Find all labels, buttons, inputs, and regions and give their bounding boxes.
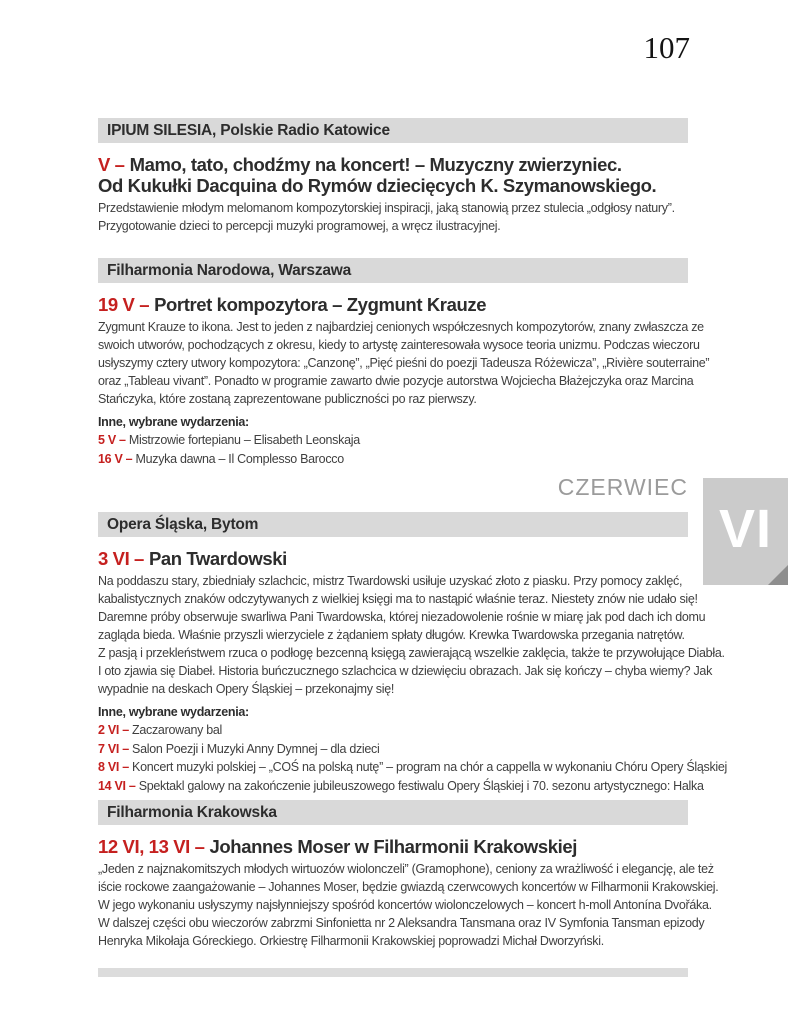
event-date: 2 VI – [98,723,129,737]
text-line: oraz „Tableau vivant”. Ponadto w programie zawarto dwie pozycje autorstwa Wojciecha Błażejczyka oraz Marcina [98,374,694,388]
text-line: W dalszej części obu wieczorów zabrzmi Sinfonietta nr 2 Aleksandra Tansmana oraz IV Symfonia Tansman epizody [98,916,705,930]
month-label: CZERWIEC [557,474,688,500]
text-line: zagląda bieda. Właśnie przyszli wierzyciele z żądaniem spłaty długów. Krewka Twardowska przegania natrętów. [98,628,685,642]
other-events [98,703,728,795]
event-title-line [98,836,688,857]
event-list-item [98,721,688,740]
event-date: 14 VI – [98,778,136,793]
other-events [98,413,688,468]
event-title-text: Pan Twardowski [148,548,287,569]
text-line: usłyszymy cztery utwory kompozytora: „Canzonę”, „Pięć pieśni do poezji Tadeusza Różewicza”, „Rivière souterraine” [98,356,710,370]
month-tab [703,478,788,585]
event-title [98,548,688,569]
event-title-text: Mamo, tato, chodźmy na koncert! – Muzyczny zwierzyniec. [129,154,622,175]
event-text: Spektakl galowy na zakończenie jubileuszowego festiwalu Opery Śląskiej i 70. sezonu artystycznego: Halka [135,778,704,793]
event-text: Salon Poezji i Muzyki Anny Dymnej – dla dzieci [128,741,380,756]
text-line: swoich utworów, pochodzących z okresu, kiedy to artystę zainteresowała wysoce teoria unizmu. Podczas wieczoru [98,338,700,352]
event-title-line [98,154,688,175]
event-title [98,294,688,315]
event-date: 5 V – [98,433,126,447]
event-description [98,199,688,235]
text-line: wypadnie na deskach Opery Śląskiej – przekonajmy się! [98,682,395,696]
venue-header: Filharmonia Krakowska [98,800,688,825]
text-line: Z pasją i przekleństwem rzuca o podłogę bezcenną księgą zawierającą wszelkie zaklęcia, także te przywołujące Diabła. [98,646,725,660]
section-filharmonia-narodowa [98,258,710,468]
event-text: Muzyka dawna – Il Complesso Barocco [132,451,344,466]
event-list-item [98,777,704,796]
event-title-text: Portret kompozytora – Zygmunt Krauze [154,294,487,315]
text-line: kabalistycznych znaków odczytywanych z wielkiej księgi ma to nastąpić właśnie teraz. Niestety znów nie udało się! [98,592,698,606]
text-line: Przygotowanie dzieci to percepcji muzyki programowej, a wręcz ilustracyjnej. [98,219,501,233]
text-line: Daremne próby obserwuje swarliwa Pani Twardowska, której niezadowolenie rośnie w miarę jak pod dach ich domu [98,610,706,624]
event-text: Koncert muzyki polskiej – „COŚ na polską nutę” – program na chór a cappella w wykonaniu Chóru Opery Śląskiej [128,760,728,774]
event-date: 16 V – [98,451,133,466]
venue-header: Opera Śląska, Bytom [98,512,688,537]
text-line: Stańczyka, które zostaną zaprezentowane publiczności po raz pierwszy. [98,392,477,406]
event-title-line: Od Kukułki Dacquina do Rymów dziecięcych K. Szymanowskiego. [98,175,657,196]
event-date: 12 VI, 13 VI – [98,836,205,857]
section-opera-slaska [98,512,728,795]
event-title-text: Johannes Moser w Filharmonii Krakowskiej [209,836,577,857]
text-line: I oto zjawia się Diabeł. Historia buńczucznego szlachcica w dziewięciu obrazach. Jak się kończy – chyba wiemy? Jak [98,664,713,678]
other-events-list [98,721,728,795]
section-filharmonia-krakowska [98,800,719,950]
section-ipium-silesia [98,118,688,235]
truncated-section-bar [98,968,688,977]
text-line: Henryka Mikołaja Góreckiego. Orkiestrę Filharmonii Krakowskiej poprowadzi Michał Dworzyński. [98,934,604,948]
event-title-line [98,294,688,315]
venue-header: Filharmonia Narodowa, Warszawa [98,258,688,283]
event-date: 7 VI – [98,741,129,756]
event-list-item [98,740,688,759]
text-line: „Jeden z najznakomitszych młodych wirtuozów wiolonczeli” (Gramophone), ceniony za wrażliwość i elegancję, ale też [98,862,714,876]
event-text: Zaczarowany bal [128,723,223,737]
event-date: 19 V – [98,294,150,315]
text-line: iście rockowe zaangażowanie – Johannes Moser, będzie gwiazdą czerwcowych koncertów w Filharmonii Krakowskiej. [98,880,719,894]
event-title [98,154,688,196]
event-title [98,836,688,857]
event-title-line [98,548,688,569]
event-text: Mistrzowie fortepianu – Elisabeth Leonskaja [125,433,360,447]
event-description [98,318,710,408]
text-line: Przedstawienie młodym melomanom kompozytorskiej inspiracji, jaką stanowią przez stulecia „odgłosy natury”. [98,201,675,215]
text-line: W jego wykonaniu usłyszymy najsłynniejszy spośród koncertów wiolonczelowych – koncert h-moll Antonína Dvořáka. [98,898,712,912]
event-date: 8 VI – [98,760,129,774]
month-tab-text: VI [718,498,773,559]
folded-corner-icon [768,565,788,585]
page-number: 107 [643,30,690,65]
text-line: Zygmunt Krauze to ikona. Jest to jeden z najbardziej cenionych współczesnych kompozytorów, znany zwłaszcza ze [98,320,704,334]
event-date: V – [98,154,125,175]
event-list-item [98,758,728,777]
text-line: Na poddaszu stary, zbiedniały szlachcic, mistrz Twardowski usiłuje uzyskać złoto z piasku. Przy pomocy zaklęć, [98,574,683,588]
event-description [98,860,719,950]
venue-header: IPIUM SILESIA, Polskie Radio Katowice [98,118,688,143]
event-list-item [98,431,688,450]
other-events-label: Inne, wybrane wydarzenia: [98,705,249,719]
event-description [98,572,725,698]
other-events-label: Inne, wybrane wydarzenia: [98,415,249,429]
event-list-item [98,450,688,469]
other-events-list [98,431,688,468]
event-date: 3 VI – [98,548,144,569]
